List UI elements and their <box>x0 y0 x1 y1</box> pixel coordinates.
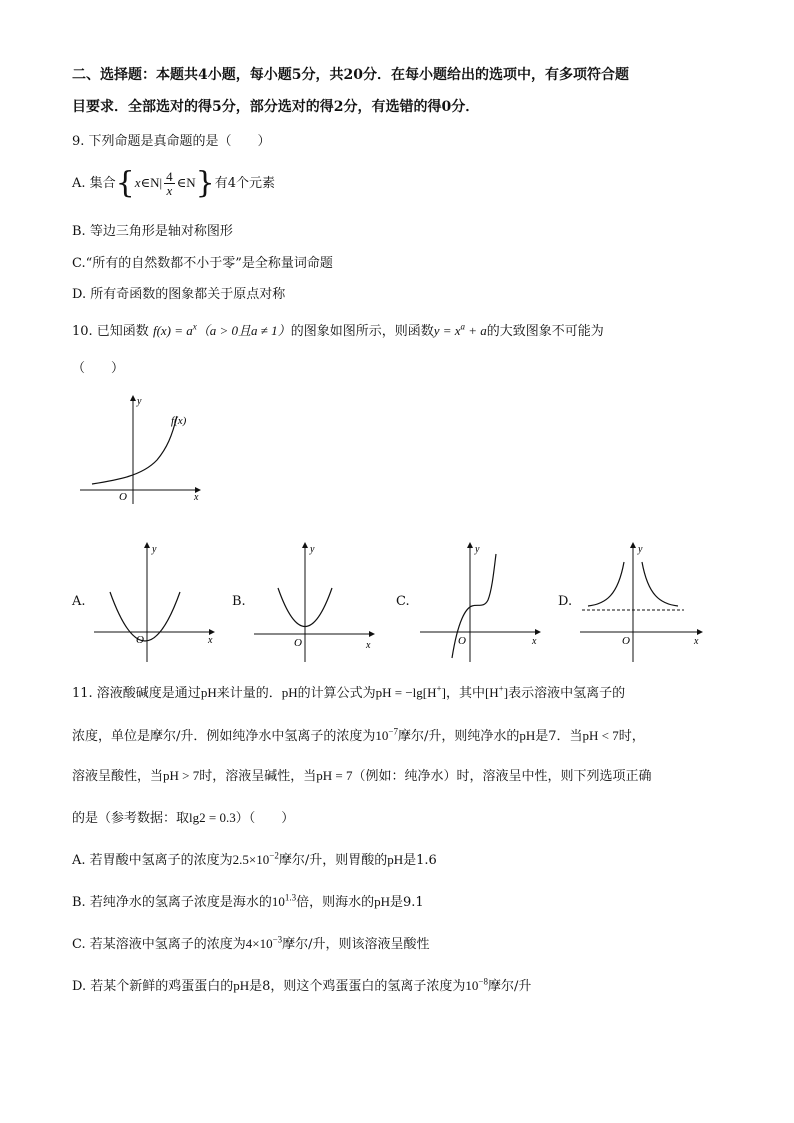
q11-option-a: A. 若胃酸中氢离子的浓度为$2.5\times 10^{-2}$摩尔/升，则胃酸的pH是1.6 <box>72 850 437 868</box>
q9-a-in2: ∈N <box>176 175 196 190</box>
q11-option-b: B. 若纯净水的氢离子浓度是海水的$10^{1.3}$倍，则海水的pH是9.1 <box>72 892 424 910</box>
svg-text:x: x <box>208 635 213 646</box>
svg-text:y: y <box>475 544 480 555</box>
section-heading-line2: 目要求．全部选对的得5分，部分选对的得2分，有选错的得0分． <box>72 99 480 115</box>
exp-curve <box>92 416 177 484</box>
q11-option-c: C. 若某溶液中氢离子的浓度为$4\times 10^{-3}$摩尔/升，则该溶液呈酸性 <box>72 934 430 952</box>
q9-a-tail: 有4个元素 <box>214 176 276 191</box>
svg-text:x: x <box>694 636 699 647</box>
origin-label: O <box>119 491 127 503</box>
svg-text:O: O <box>294 637 302 649</box>
q9-option-a: A. 集合{x∈N| $\frac{4}{x}$ ∈N}有4个元素 <box>72 165 276 201</box>
q9-a-in: ∈N| <box>140 175 163 190</box>
svg-text:y: y <box>638 544 643 555</box>
q10-option-a-graph <box>90 540 220 665</box>
q11-line1: 11. 溶液酸碱度是通过pH来计量的．pH的计算公式为pH = −lg[H+]，其中[H+]表示溶液中氢离子的 <box>72 683 626 701</box>
curve-label: f(x) <box>171 415 187 427</box>
q10-fx: f(x) = a <box>152 323 193 338</box>
x-label: x <box>194 492 199 503</box>
svg-text:x: x <box>532 636 537 647</box>
q10-main-graph <box>72 388 212 508</box>
q11-line3: 溶液呈酸性，当pH > 7时，溶液呈碱性，当pH = 7（例如：纯净水）时，溶液呈中性，则下列选项正确 <box>72 768 652 784</box>
svg-text:O: O <box>136 634 144 646</box>
q11-line2: 浓度，单位是摩尔/升．例如纯净水中氢离子的浓度为$10^{-7}$摩尔/升，则纯净水的pH是7．当pH < 7时， <box>72 726 645 744</box>
q9-a-fraction: $\frac{4}{x}$ <box>166 169 173 198</box>
q9-option-d: D. 所有奇函数的图象都关于原点对称 <box>72 287 286 302</box>
q11-option-d: D. 若某个新鲜的鸡蛋蛋白的pH是8，则这个鸡蛋蛋白的氢离子浓度为$10^{-8}$摩尔/升 <box>72 976 532 994</box>
svg-text:y: y <box>310 544 315 555</box>
q9-stem: 9. 下列命题是真命题的是（ ） <box>72 134 271 149</box>
q10-option-c-graph <box>414 540 546 665</box>
q10-option-a-label: A. <box>72 594 86 609</box>
q9-option-b: B. 等边三角形是轴对称图形 <box>72 224 233 239</box>
q10-option-d-graph <box>576 540 710 665</box>
svg-text:x: x <box>366 640 371 651</box>
svg-text:y: y <box>152 544 157 555</box>
q10-condition: （a > 0且a ≠ 1） <box>196 323 291 338</box>
q9-option-c: C.“所有的自然数都不小于零”是全称量词命题 <box>72 256 333 271</box>
y-label: y <box>137 396 142 407</box>
section-heading-line1: 二、选择题：本题共4小题，每小题5分，共20分．在每小题给出的选项中，有多项符合题 <box>72 67 629 83</box>
q10-stem: 10. 已知函数 $f(x) = a^x(a > 0$且a ≠ 1）的图象如图所示，则函数$y = x^a + a$的大致图象不可能为 <box>72 321 604 339</box>
q10-yfun: y = x <box>433 323 461 338</box>
q10-option-c-label: C. <box>396 594 410 609</box>
q10-option-b-graph <box>250 540 380 665</box>
svg-text:O: O <box>622 635 630 647</box>
q9-a-label: A. 集合 <box>72 176 116 191</box>
q10-option-b-label: B. <box>232 594 246 609</box>
q10-paren: （ ） <box>72 361 125 376</box>
q9-a-var: x <box>134 175 141 190</box>
svg-text:O: O <box>458 635 466 647</box>
q10-option-d-label: D. <box>558 594 573 609</box>
q11-line4: 的是（参考数据：取lg2 = 0.3）（ ） <box>72 810 295 826</box>
ph-formula: pH = −lg[H <box>375 685 437 700</box>
